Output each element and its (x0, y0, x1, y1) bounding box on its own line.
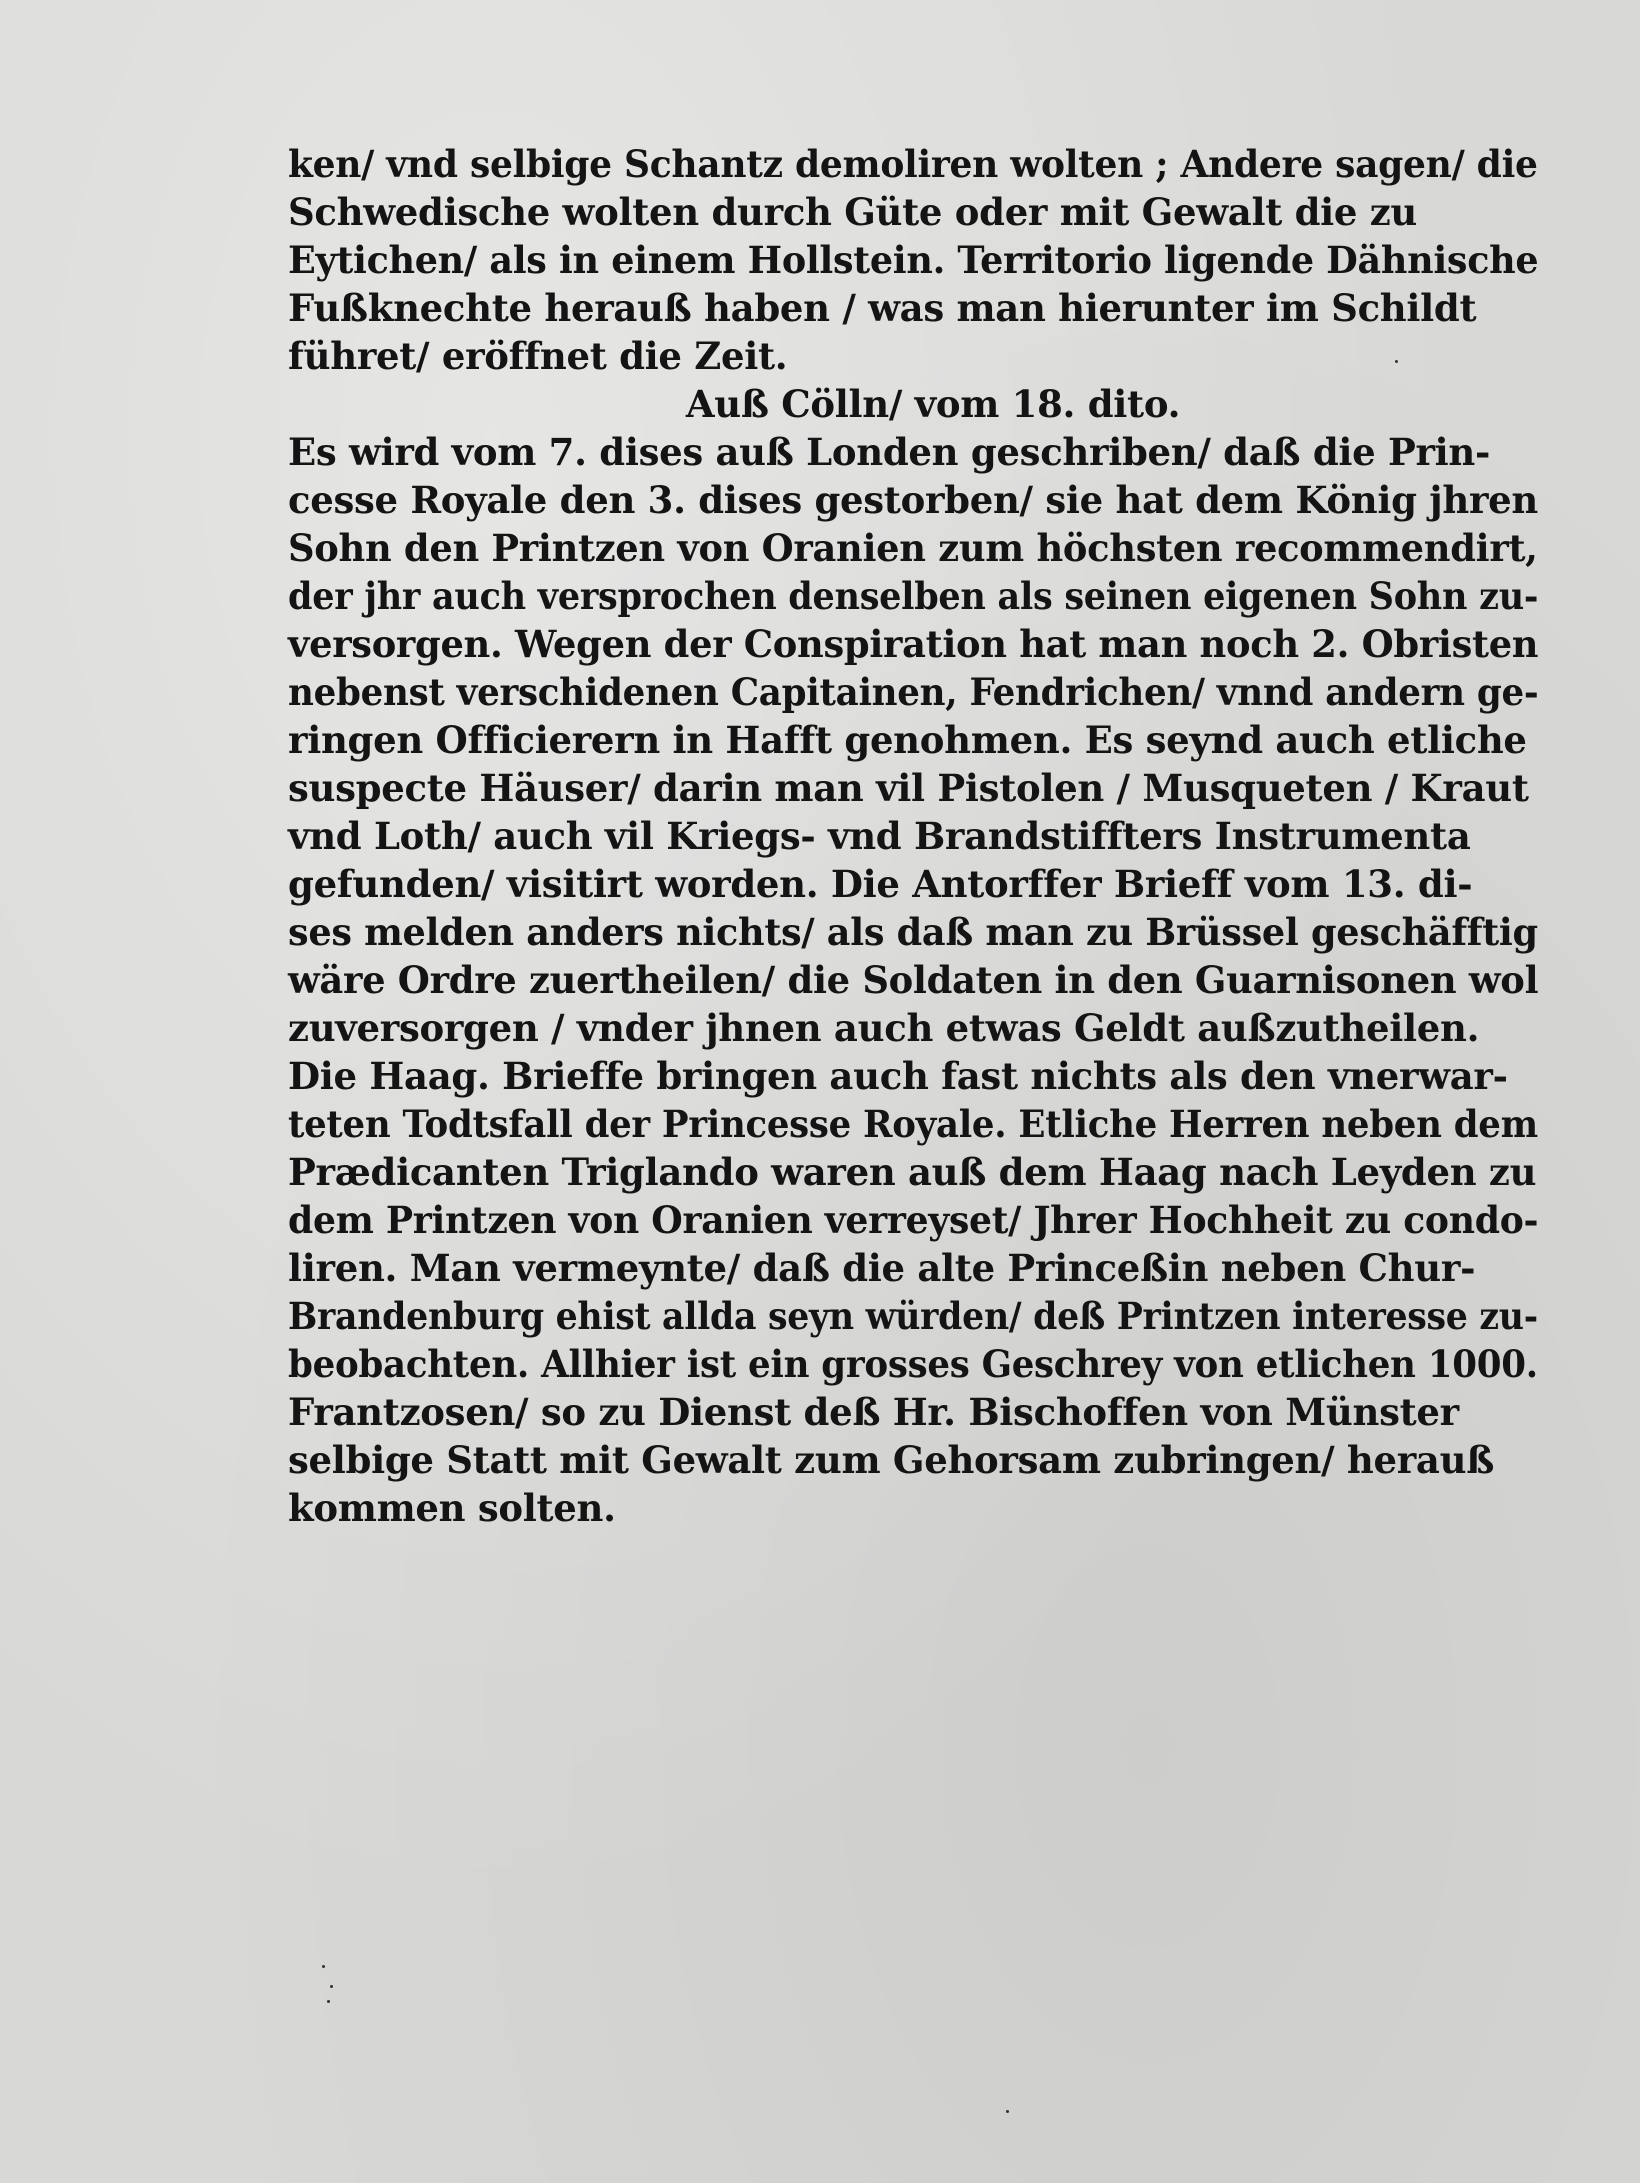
text-line: versorgen. Wegen der Conspiration hat man noch 2. Obristen (288, 622, 1539, 666)
text-line: Prædicanten Triglando waren auß dem Haag nach Leyden zu (288, 1150, 1537, 1194)
text-line: selbige Statt mit Gewalt zum Gehorsam zubringen/ herauß (288, 1438, 1495, 1482)
text-line: wäre Ordre zuertheilen/ die Soldaten in den Guarnisonen wol (288, 958, 1539, 1002)
text-line: dem Printzen von Oranien verreyset/ Jhrer Hochheit zu condo- (288, 1198, 1539, 1242)
text-line: vnd Loth/ auch vil Kriegs- vnd Brandstiffters Instrumenta (288, 814, 1471, 858)
text-line: teten Todtsfall der Princesse Royale. Etliche Herren neben dem (288, 1102, 1538, 1146)
text-line: suspecte Häuser/ darin man vil Pistolen / Musqueten / Kraut (288, 766, 1529, 810)
text-line: Brandenburg ehist allda seyn würden/ deß Printzen interesse zu- (288, 1294, 1538, 1338)
text-line: Fußknechte herauß haben / was man hierunter im Schildt (288, 286, 1477, 330)
text-line: zuversorgen / vnder jhnen auch etwas Geldt außzutheilen. (288, 1006, 1480, 1050)
text-line: führet/ eröffnet die Zeit. (288, 334, 788, 378)
text-line: ringen Officierern in Hafft genohmen. Es seynd auch etliche (288, 718, 1527, 762)
text-line: gefunden/ visitirt worden. Die Antorffer Brieff vom 13. di- (288, 862, 1473, 906)
paper-speck (330, 1985, 333, 1988)
text-line: Die Haag. Brieffe bringen auch fast nichts als den vnerwar- (288, 1054, 1508, 1098)
text-line: Schwedische wolten durch Güte oder mit Gewalt die zu (288, 190, 1418, 234)
text-line: Es wird vom 7. dises auß Londen geschriben/ daß die Prin- (288, 430, 1491, 474)
text-line: ses melden anders nichts/ als daß man zu Brüssel geschäfftig (288, 910, 1538, 954)
text-line: kommen solten. (288, 1486, 616, 1530)
body-text (288, 140, 1538, 1532)
text-line: beobachten. Allhier ist ein grosses Geschrey von etlichen 1000. (288, 1342, 1538, 1386)
text-line: Frantzosen/ so zu Dienst deß Hr. Bischoffen von Münster (288, 1390, 1459, 1434)
text-line: cesse Royale den 3. dises gestorben/ sie hat dem König jhren (288, 478, 1539, 522)
paper-speck (327, 2000, 330, 2003)
text-line: Sohn den Printzen von Oranien zum höchsten recommendirt, (288, 526, 1538, 570)
text-line: nebenst verschidenen Capitainen, Fendrichen/ vnnd andern ge- (288, 670, 1539, 714)
paper-speck (1395, 360, 1398, 363)
text-line: Eytichen/ als in einem Hollstein. Territorio ligende Dähnische (288, 238, 1539, 282)
text-line: ken/ vnd selbige Schantz demoliren wolten ; Andere sagen/ die (288, 142, 1538, 186)
section-heading: Auß Cölln/ vom 18. dito. (685, 382, 1181, 426)
paper-speck (1006, 2110, 1009, 2113)
text-line: liren. Man vermeynte/ daß die alte Princeßin neben Chur- (288, 1246, 1476, 1290)
paper-speck (322, 1965, 325, 1968)
text-line: der jhr auch versprochen denselben als seinen eigenen Sohn zu- (288, 574, 1539, 618)
